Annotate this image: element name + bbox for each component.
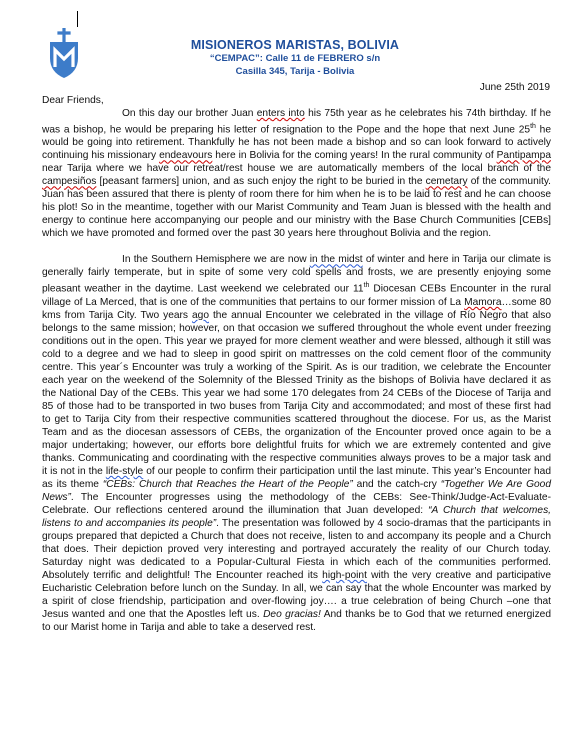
paragraph-birthday: On this day our brother Juan enters into his 75th year as he celebrates his 74th birthday. If he was a bishop, he would be preparing his letter of resignation to the Pope and the hope that next June 25th he would be going into retirement. Thankfully he has not been made a bishop and so can look forward to actively continuing his missionary endeavours here in Bolivia for the coming years! In the rural community of Pantipampa near Tarija where we have our retreat/rest house we are automatically members of the local branch of the campesiños [peasant farmers] union, and as such enjoy the right to be buried in the cemetary of the community. Juan has been assured that there is plenty of room there for him when he is to be laid to rest and he can choose his plot! So in the meantime, together with our Marist Community and Team Juan is blessed with the health and energy to continue here accompanying our people and our ministry with the Base Church Communities [CEBs] which we have promoted and formed over the past 30 years here throughout Bolivia and the region. — [42, 108, 551, 240]
salutation: Dear Friends, — [42, 95, 104, 106]
address-line-1: “CEMPAC”: Calle 11 de FEBRERO s/n — [209, 53, 381, 64]
address-line-2: Casilla 345, Tarija - Bolivia — [235, 66, 355, 77]
paragraph-encounter: In the Southern Hemisphere we are now in the midst of winter and here in Tarija our climate is generally fairly temperate, but in spite of some very cold spells and frosts, we are presently enjoying some pleasant weather in the daytime. Last weekend we celebrated our 11th Diocesan CEBs Encounter in the rural village of La Merced, that is one of the communities that pertains to our former mission of La Mamora…some 80 kms from Tarija City. Two years ago the annual Encounter we celebrated in the village of Río Negro that also belongs to the same mission; however, on that occasion we suffered throughout the whole event under freezing conditions out in the open. This year we prayed for more clement weather and were blessed, although it still was cold to a degree and we had to sleep in good spirit on mattresses on the cold cement floor of the community centre. This year´s Encounter was truly a working of the Spirit. As is our tradition, we celebrate the Encounter each year on the weekend of the Solemnity of the Blessed Trinity as the bishops of Bolivia have declared it as the National Day of the CEBs. This year we had some 170 delegates from 24 CEBs of the Diocese of Tarija and 85 of those had to be transported in two buses from Tarija City and accommodated; and most of these first had to get to Tarija City from their respective communities scattered throughout the diocese. For us, as the Marist Team and as the diocesan assessors of CEBs, the organization of the Encounter proved once again to be a major undertaking; however, our efforts bore delightful fruits for which we are extremely contented and give thanks. Communicating and coordinating with the respective communities always proves to be a major task and it is not in the life-style of our people to confirm their participation until the last minute. This year’s Encounter had as its theme “CEBs: Church that Reaches the Heart of the People” and the catch-cry “Together We Are Good News”. The Encounter progresses using the methodology of the CEBs: See-Think/Judge-Act-Evaluate-Celebrate. Our reflections centered around the illumination that Juan developed: “A Church that welcomes, listens to and accompanies its people”. The presentation was followed by 4 socio-dramas that the participants in groups prepared that depicted a Church that does not receive, listen to and accompany its people and a Church that does. Their depiction proved very interesting and portrayed accurately the reality of our Church today. Saturday night was dedicated to a Popular-Cultural Fiesta in which each of the communities performed. Absolutely terrific and delightful! The Encounter reached its high-point with the very creative and participative Eucharistic Celebration before lunch on the Sunday. In all, we can say that the whole Encounter was marked by a spirit of close friendship, participation and over-flowing joy…. a true celebration of being Church –one that Jesus wanted and one that the Apostles left us. Deo gracias! And thanks be to God that we returned energized to our Marist home in Tarija and able to take a deserved rest. — [42, 254, 552, 633]
letter-body — [42, 107, 551, 634]
letterhead — [150, 38, 440, 78]
text-cursor — [77, 11, 78, 27]
letter-date: June 25th 2019 — [479, 82, 550, 93]
org-name: MISIONEROS MARISTAS, BOLIVIA — [190, 38, 400, 52]
marist-logo — [44, 28, 84, 80]
